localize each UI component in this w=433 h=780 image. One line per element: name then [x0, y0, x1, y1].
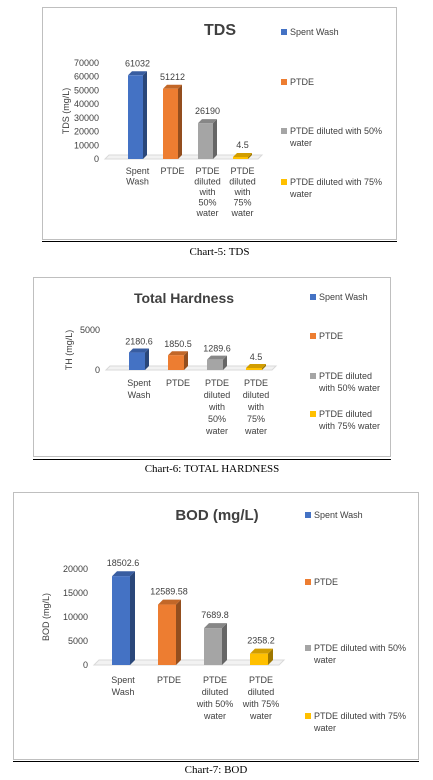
x-tick-label: with 75% — [242, 699, 280, 709]
bar — [207, 360, 223, 370]
x-tick-label: Wash — [126, 176, 149, 187]
x-tick-label: Wash — [127, 390, 151, 400]
data-label: 26190 — [194, 106, 221, 117]
data-label: 18502.6 — [106, 558, 140, 569]
data-label: 1850.5 — [164, 339, 192, 350]
x-tick-label: PTDE — [204, 378, 230, 388]
legend-swatch — [305, 579, 311, 585]
y-axis-label: TDS (mg/L) — [61, 87, 71, 135]
legend-label: Spent Wash — [319, 292, 368, 302]
legend-swatch — [281, 179, 287, 185]
legend-swatch — [310, 294, 316, 300]
chart-5-panel — [42, 7, 397, 240]
chart-title: TDS — [204, 22, 236, 39]
bar-side — [222, 623, 227, 665]
chart-title: BOD (mg/L) — [175, 507, 259, 524]
data-label: 2358.2 — [247, 635, 275, 646]
y-tick-label: 5000 — [67, 636, 88, 646]
y-tick-label: 0 — [94, 365, 100, 375]
bar — [233, 157, 248, 159]
legend-label: Spent Wash — [290, 27, 339, 37]
total-hardness-chart — [34, 278, 390, 456]
x-tick-label: water — [196, 208, 219, 218]
legend-swatch — [305, 645, 311, 651]
y-tick-label: 20000 — [62, 564, 88, 574]
data-label: 4.5 — [236, 140, 249, 150]
bar — [112, 576, 130, 665]
y-tick-label: 15000 — [62, 588, 88, 598]
bar — [163, 89, 178, 159]
legend-swatch — [281, 29, 287, 35]
chart-title: Total Hardness — [133, 290, 235, 306]
bod-chart — [14, 493, 418, 759]
legend-swatch — [310, 373, 316, 379]
legend-label: PTDE diluted with 50% — [314, 643, 407, 653]
x-tick-label: with — [234, 187, 251, 197]
x-tick-label: PTDE — [243, 378, 269, 388]
x-tick-label: diluted — [201, 687, 229, 697]
x-tick-label: PTDE — [165, 378, 191, 388]
chart-5-rule — [42, 241, 397, 242]
bar-side — [130, 571, 135, 665]
data-label: 51212 — [159, 71, 186, 82]
y-tick-label: 0 — [93, 154, 99, 164]
legend-label: PTDE diluted with 75% — [290, 177, 383, 187]
x-tick-label: Spent — [127, 378, 151, 388]
legend-label: PTDE diluted — [319, 371, 373, 381]
bar-side — [178, 85, 182, 159]
chart-7-rule — [13, 761, 419, 762]
x-tick-label: PTDE — [160, 166, 185, 176]
x-tick-label: 75% — [233, 197, 252, 208]
x-tick-label: water — [244, 426, 268, 436]
x-tick-label: PTDE — [195, 166, 220, 176]
x-tick-label: diluted — [229, 176, 256, 187]
legend-swatch — [310, 333, 316, 339]
legend-label: PTDE diluted with 75% — [314, 711, 407, 721]
y-tick-label: 30000 — [73, 112, 99, 123]
bar — [246, 368, 262, 370]
x-tick-label: water — [203, 711, 227, 721]
bar — [129, 353, 145, 370]
legend-label: with 75% water — [319, 421, 381, 431]
legend-swatch — [310, 411, 316, 417]
bar — [198, 123, 213, 159]
x-tick-label: with — [247, 402, 265, 412]
bar-side — [213, 119, 217, 159]
x-tick-label: PTDE — [230, 166, 255, 176]
legend-label: water — [314, 723, 337, 733]
x-tick-label: 50% — [207, 414, 227, 424]
tds-chart — [43, 8, 396, 239]
bar-side — [176, 600, 181, 665]
x-tick-label: diluted — [194, 176, 221, 187]
x-tick-label: PTDE — [248, 675, 274, 685]
x-tick-label: diluted — [203, 390, 231, 400]
bar — [168, 355, 184, 370]
legend-label: with 50% water — [319, 383, 381, 393]
y-tick-label: 20000 — [73, 126, 99, 137]
y-tick-label: 5000 — [79, 325, 100, 335]
bar — [128, 75, 143, 159]
x-tick-label: Wash — [111, 687, 135, 697]
y-tick-label: 10000 — [62, 612, 88, 622]
data-label: 61032 — [124, 58, 151, 69]
x-tick-label: diluted — [242, 390, 270, 400]
legend-label: PTDE — [319, 331, 344, 341]
y-tick-label: 0 — [82, 660, 88, 670]
legend-label: water — [290, 138, 313, 148]
y-tick-label: 40000 — [73, 99, 99, 110]
chart-6-caption: Chart-6: TOTAL HARDNESS — [144, 463, 280, 475]
legend-label: water — [314, 655, 337, 665]
x-tick-label: diluted — [247, 687, 275, 697]
x-tick-label: with — [208, 402, 226, 412]
legend-label: PTDE diluted — [319, 409, 373, 419]
bar — [158, 605, 176, 665]
x-tick-label: water — [249, 711, 273, 721]
bar-side — [143, 71, 147, 159]
y-axis-label: TH (mg/L) — [64, 329, 74, 371]
x-tick-label: with 50% — [196, 699, 234, 709]
chart-6-rule — [33, 459, 391, 460]
x-tick-label: 75% — [246, 414, 266, 424]
legend-swatch — [305, 713, 311, 719]
y-tick-label: 70000 — [73, 58, 99, 68]
legend-swatch — [305, 512, 311, 518]
x-tick-label: water — [231, 208, 254, 218]
legend-label: PTDE diluted with 50% — [290, 126, 383, 136]
chart-7-panel — [13, 492, 419, 760]
x-tick-label: with — [199, 187, 216, 197]
x-tick-label: Spent — [125, 166, 150, 176]
data-label: 4.5 — [249, 352, 263, 362]
y-tick-label: 60000 — [73, 71, 99, 82]
chart-7-caption: Chart-7: BOD — [184, 764, 248, 776]
legend-label: water — [290, 189, 313, 199]
y-tick-label: 50000 — [73, 85, 99, 96]
data-label: 7689.8 — [201, 610, 229, 621]
data-label: 1289.6 — [203, 343, 231, 354]
data-label: 12589.58 — [150, 586, 188, 597]
bar — [204, 628, 222, 665]
y-tick-label: 10000 — [73, 140, 99, 151]
x-tick-label: water — [205, 426, 229, 436]
x-tick-label: Spent — [111, 675, 135, 685]
x-tick-label: PTDE — [156, 675, 182, 685]
y-axis-label: BOD (mg/L) — [41, 592, 51, 642]
legend-swatch — [281, 128, 287, 134]
chart-6-panel — [33, 277, 391, 457]
chart-5-caption: Chart-5: TDS — [189, 246, 250, 258]
legend-label: Spent Wash — [314, 510, 363, 520]
x-tick-label: PTDE — [202, 675, 228, 685]
data-label: 2180.6 — [125, 336, 153, 347]
legend-label: PTDE — [290, 77, 315, 87]
bar — [250, 654, 268, 665]
x-tick-label: 50% — [198, 197, 217, 208]
legend-label: PTDE — [314, 577, 339, 587]
legend-swatch — [281, 79, 287, 85]
